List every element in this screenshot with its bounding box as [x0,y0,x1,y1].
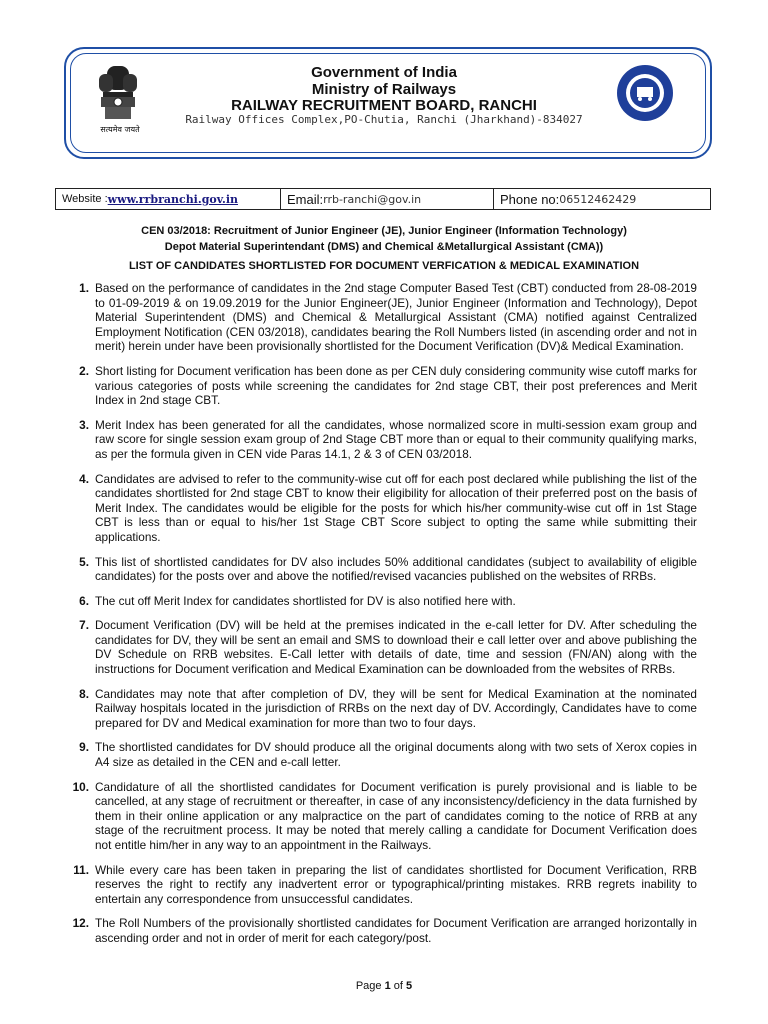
item-text: Candidates may note that after completion of DV, they will be sent for Medical Examination at the nominated Railway hospitals located in the jurisdiction of RRBs on the next day of DV. Accordingly, Candidates have to come prepared for DV and Medical examination for more than two to four days. [95,686,697,730]
website-link[interactable]: www.rrbranchi.gov.in [107,192,239,206]
cen-title-text: Recruitment of Junior Engineer (JE), Junior Engineer (Information Technology) [210,225,627,237]
item-number: 4. [79,471,89,486]
list-item [64,618,697,676]
item-text: The cut off Merit Index for candidates shortlisted for DV is also notified here with. [95,593,516,608]
list-item [64,364,697,408]
list-item [64,281,697,354]
header-ministry: Ministry of Railways [311,81,457,98]
item-number: 3. [79,417,89,432]
header-address: Railway Offices Complex,PO-Chutia, Ranchi (Jharkhand)-834027 [185,113,583,126]
header-government: Government of India [311,64,457,81]
page-footer [0,980,768,992]
item-text: Short listing for Document verification has been done as per CEN duly considering community wise cutoff marks for various categories of posts while screening the candidates for 2nd stage CBT, their post preferences and Merit Index in 2nd stage CBT. [95,363,697,408]
contact-bar [55,188,711,210]
item-text: Merit Index has been generated for all the candidates, whose normalized score in multi-session exam group and raw score for single session exam group of 2nd Stage CBT more than or equal to their community qualifying marks, as per the formula given in CEN vide Paras 14.1, 2 & 3 of CEN 03/2018. [95,417,697,461]
header-board: RAILWAY RECRUITMENT BOARD, RANCHI [231,97,537,114]
cen-number: CEN 03/2018: [141,225,211,237]
item-text: The Roll Numbers of the provisionally shortlisted candidates for Document Verification are arranged horizontally in ascending order and not in order of merit for each category/post. [95,916,697,945]
cen-title-line2: Depot Material Superintendant (DMS) and Chemical &Metallurgical Assistant (CMA)) [164,241,604,253]
item-number: 12. [72,916,89,931]
list-item [64,472,697,545]
item-number: 5. [79,554,89,569]
item-text: This list of shortlisted candidates for DV also includes 50% additional candidates (subject to availability of eligible candidates) for the posts over and above the notified/revised vacancies published on the websites of RRBs. [95,554,697,584]
item-number: 1. [79,281,89,295]
emblem-motto: सत्यमेव जयते [100,125,140,134]
item-number: 7. [79,618,89,633]
item-text: Based on the performance of candidates in the 2nd stage Computer Based Test (CBT) conducted from 28-08-2019 to 01-09-2019 & on 19.09.2019 for the Junior Engineer(JE), Junior Engineer (Information and Technology), Depot Material Superintendent (DMS) and Chemical & Metallurgical Assistant (CMA) notified against Centralized Employment Notification (CEN 03/2018), candidates bearing the Roll Numbers listed (in ascending order and not in merit) herein under have been provisionally shortlisted for the Document Verification (DV)& Medical Examination. [95,281,697,354]
item-text: Candidature of all the shortlisted candidates for Document verification is purely provisional and is liable to be cancelled, at any stage of recruitment or thereafter, in case of any inconsistency/deficiency in the data furnished by them in their online application or any malpractice on the part of candidates coming to the notice of RRB at any stage of the recruitment process. It may be noted that merely calling a candidate for Document Verification does not entitle him/her in any way to an appointment in the Railways. [95,779,697,852]
email-cell [281,189,494,209]
email-value[interactable]: rrb-ranchi@gov.in [323,192,422,206]
list-item [64,418,697,462]
item-text: Document Verification (DV) will be held at the premises indicated in the e-call letter for DV. After scheduling the candidates for DV, they will be sent an email and SMS to download their e call letter over and above publishing the DV Schedule on RRB websites. E-Call letter with details of date, time and session (FN/AN) along with the instructions for Document verification and Medical Examination can be downloaded from the websites of RRBs. [95,618,697,677]
page-number: 1 [384,980,391,992]
list-item [64,740,697,769]
list-item [64,594,697,609]
list-title: LIST OF CANDIDATES SHORTLISTED FOR DOCUMENT VERFICATION & MEDICAL EXAMINATION [128,260,640,272]
item-number: 11. [73,862,89,877]
cen-title-line1 [0,225,768,237]
website-cell [56,189,281,209]
item-number: 2. [79,363,89,378]
phone-cell [494,189,710,209]
page-label: Page [355,980,385,992]
item-number: 9. [79,740,89,755]
list-item [64,687,697,731]
email-label: Email: [287,191,324,207]
item-text: The shortlisted candidates for DV should produce all the original documents along with two sets of Xerox copies in A4 size as detailed in the CEN and e-call letter. [95,740,697,770]
list-item [64,916,697,945]
item-text: Candidates are advised to refer to the community-wise cut off for each post declared while publishing the list of the candidates shortlisted for 2nd stage CBT to know their eligibility for allocation of their preferred post on the basis of Merit Index. The candidates would be eligible for the posts for which his/her community-wise cut off in 1st Stage CBT is less than or equal to his/her 1st Stage CBT Score subject to opting the same while submitting their applications. [95,471,697,544]
phone-label: Phone no: [500,191,560,207]
item-number: 8. [79,686,89,701]
phone-value: 06512462429 [559,192,637,206]
list-item [64,555,697,584]
website-label: Website : [62,193,108,205]
page-total: 5 [406,980,413,992]
item-number: 6. [79,593,89,608]
list-item [64,863,697,907]
instruction-list [64,281,697,956]
list-item [64,780,697,853]
page-of: of [390,980,407,992]
item-text: While every care has been taken in preparing the list of candidates shortlisted for Document Verification, RRB reserves the right to rectify any inadvertent error or typographical/printing mistakes. RRB regrets inability to entertain any correspondence from unsuccessful candidates. [95,862,697,906]
item-number: 10. [72,779,89,794]
